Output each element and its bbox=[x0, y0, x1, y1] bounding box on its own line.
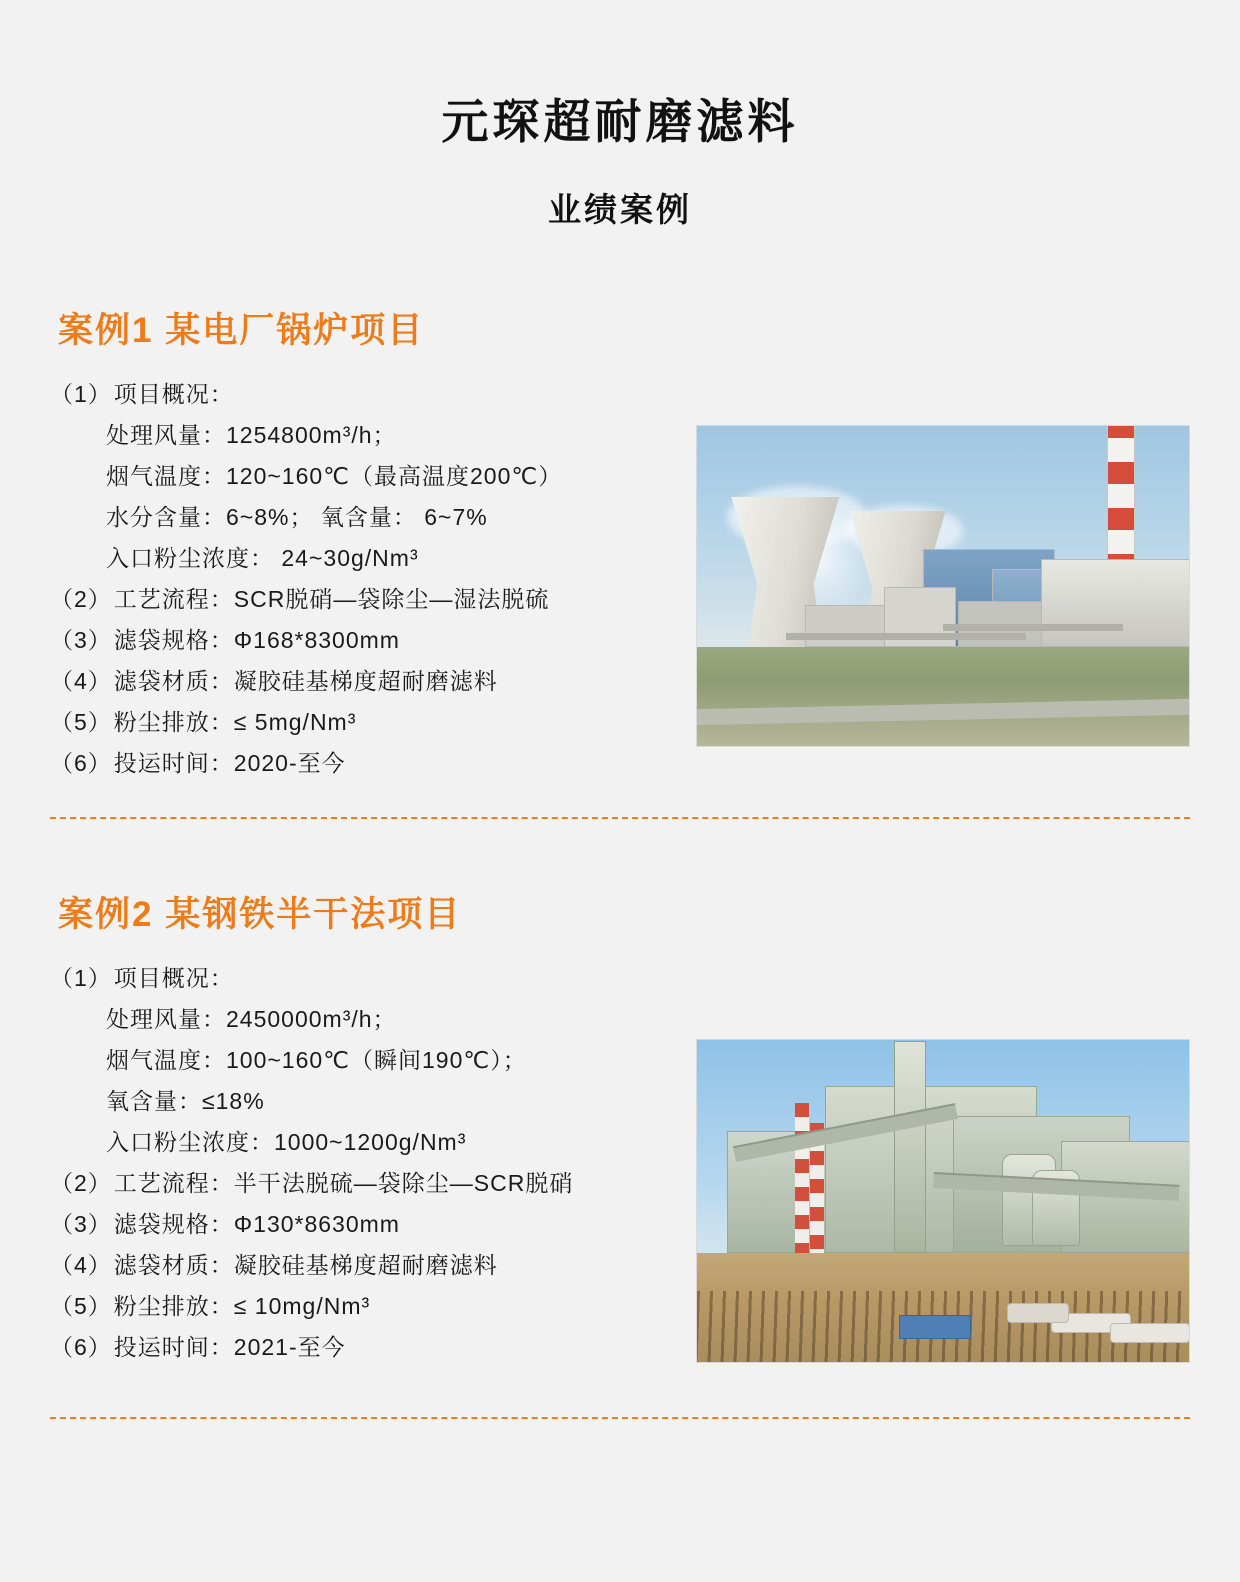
spec-row bbox=[50, 588, 710, 611]
blue-container bbox=[899, 1315, 971, 1339]
spec-index: （5） bbox=[50, 709, 112, 735]
spec-row bbox=[50, 670, 710, 693]
case-1-spec-list bbox=[50, 383, 710, 775]
spec-row bbox=[50, 752, 710, 775]
spec-index: （6） bbox=[50, 1334, 112, 1360]
section-divider bbox=[50, 1417, 1190, 1419]
spec-text: 粉尘排放：≤ 5mg/Nm³ bbox=[113, 709, 357, 735]
pipe-rack bbox=[786, 633, 1026, 640]
spec-text: 工艺流程：SCR脱硝—袋除尘—湿法脱硫 bbox=[113, 586, 550, 612]
spec-row bbox=[50, 629, 710, 652]
case-2-body bbox=[50, 967, 1190, 1359]
case-section-2 bbox=[50, 887, 1190, 1419]
spec-subrow: 处理风量：2450000m³/h； bbox=[106, 1006, 397, 1032]
case-2-photo bbox=[696, 1039, 1190, 1363]
spec-subrow: 烟气温度：120~160℃（最高温度200℃） bbox=[106, 463, 563, 489]
pipe-rack bbox=[943, 624, 1123, 631]
spec-index: （6） bbox=[50, 750, 112, 776]
spec-text: 滤袋规格：Φ130*8630mm bbox=[113, 1211, 400, 1237]
spec-text: 工艺流程：半干法脱硫—袋除尘—SCR脱硝 bbox=[113, 1170, 574, 1196]
spec-index: （5） bbox=[50, 1293, 112, 1319]
spec-subrow: 入口粉尘浓度： 24~30g/Nm³ bbox=[106, 545, 419, 571]
spec-index: （3） bbox=[50, 1211, 112, 1237]
spec-subrow: 水分含量：6~8%； 氧含量： 6~7% bbox=[106, 504, 488, 530]
spec-index: （2） bbox=[50, 586, 112, 612]
power-plant-illustration bbox=[697, 426, 1189, 746]
spec-subrow: 入口粉尘浓度：1000~1200g/Nm³ bbox=[106, 1129, 467, 1155]
case-2-spec-list bbox=[50, 967, 710, 1359]
tank-car bbox=[1110, 1323, 1190, 1343]
spec-row bbox=[50, 1254, 710, 1277]
spec-index: （1） bbox=[50, 381, 112, 407]
spec-row bbox=[50, 1295, 710, 1318]
spec-text: 粉尘排放：≤ 10mg/Nm³ bbox=[113, 1293, 371, 1319]
tower-structure bbox=[894, 1041, 926, 1253]
case-section-1 bbox=[50, 303, 1190, 819]
spec-subrow: 氧含量：≤18% bbox=[106, 1088, 265, 1114]
case-2-heading: 案例2 某钢铁半干法项目 bbox=[58, 895, 462, 934]
spec-text: 滤袋材质：凝胶硅基梯度超耐磨滤料 bbox=[113, 1252, 498, 1278]
spec-text: 投运时间：2021-至今 bbox=[113, 1334, 346, 1360]
page-title: 元琛超耐磨滤料 bbox=[441, 95, 799, 148]
spec-index: （1） bbox=[50, 965, 112, 991]
spec-row bbox=[50, 711, 710, 734]
section-divider bbox=[50, 817, 1190, 819]
spec-text: 滤袋材质：凝胶硅基梯度超耐磨滤料 bbox=[113, 668, 498, 694]
spec-index: （2） bbox=[50, 1170, 112, 1196]
spec-row bbox=[50, 1336, 710, 1359]
spec-row bbox=[50, 1172, 710, 1195]
spec-text: 投运时间：2020-至今 bbox=[113, 750, 346, 776]
spec-index: （3） bbox=[50, 627, 112, 653]
chimney-stack bbox=[795, 1103, 809, 1253]
spec-subrow: 处理风量：1254800m³/h； bbox=[106, 422, 397, 448]
case-1-body bbox=[50, 383, 1190, 775]
spec-subrow: 烟气温度：100~160℃（瞬间190℃）； bbox=[106, 1047, 527, 1073]
spec-row bbox=[50, 1213, 710, 1236]
ground bbox=[697, 647, 1189, 746]
spec-text: 滤袋规格：Φ168*8300mm bbox=[113, 627, 400, 653]
spec-text: 项目概况： bbox=[113, 965, 234, 991]
spec-row bbox=[50, 383, 710, 406]
plant-building bbox=[1041, 559, 1190, 647]
page-subtitle: 业绩案例 bbox=[548, 191, 692, 228]
spec-row bbox=[50, 967, 710, 990]
steel-plant-illustration bbox=[697, 1040, 1189, 1362]
case-1-heading: 案例1 某电厂锅炉项目 bbox=[58, 311, 425, 350]
case-1-photo bbox=[696, 425, 1190, 747]
tank-car bbox=[1007, 1303, 1069, 1323]
spec-index: （4） bbox=[50, 1252, 112, 1278]
spec-index: （4） bbox=[50, 668, 112, 694]
spec-text: 项目概况： bbox=[113, 381, 234, 407]
